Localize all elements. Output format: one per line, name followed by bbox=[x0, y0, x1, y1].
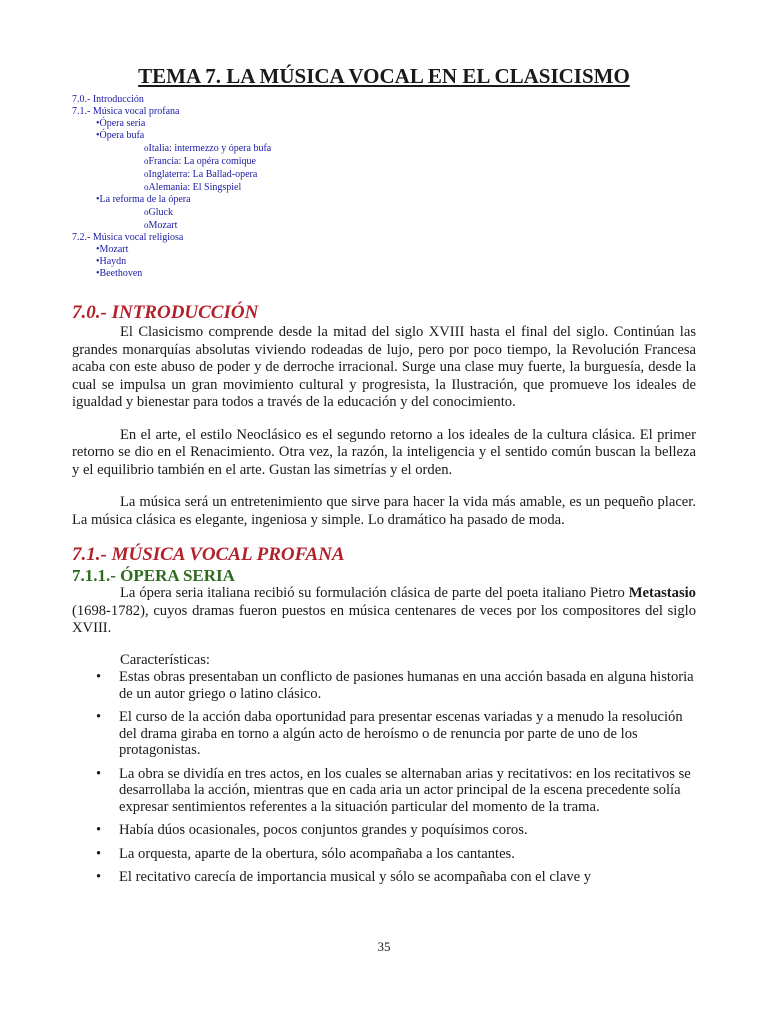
list-item bbox=[72, 766, 696, 816]
page-number: 35 bbox=[377, 939, 391, 954]
toc-item[interactable]: • La reforma de la ópera bbox=[72, 194, 696, 206]
bullet-icon: • bbox=[96, 709, 102, 725]
toc-item[interactable]: • Haydn bbox=[72, 256, 696, 268]
toc-item[interactable]: 7.0.- Introducción bbox=[72, 94, 144, 105]
list-item-text: La orquesta, aparte de la obertura, sólo acompañaba a los cantantes. bbox=[119, 845, 515, 862]
toc-item[interactable]: o Alemania: El Singspiel bbox=[72, 181, 696, 194]
toc-item[interactable]: • Ópera bufa bbox=[72, 130, 696, 142]
bullet-icon: • bbox=[96, 869, 102, 885]
metastasio-name: Metastasio bbox=[628, 585, 696, 601]
bullet-icon: • bbox=[96, 845, 102, 862]
section-heading-musica-vocal-profana: 7.1.- MÚSICA VOCAL PROFANA bbox=[72, 544, 345, 565]
subsection-heading-opera-seria: 7.1.1.- ÓPERA SERIA bbox=[72, 566, 235, 585]
bullet-icon: • bbox=[96, 822, 102, 838]
toc-item[interactable]: o Francia: La opéra comique bbox=[72, 155, 696, 168]
toc-item[interactable]: • Ópera seria bbox=[72, 118, 696, 130]
toc-item[interactable]: • Mozart bbox=[72, 244, 696, 256]
features-label: Características: bbox=[120, 651, 210, 668]
list-item-text: Había dúos ocasionales, pocos conjuntos grandes y poquísimos coros. bbox=[119, 822, 528, 838]
intro-paragraph: La música será un entretenimiento que sirve para hacer la vida más amable, es un pequeño placer. La música clásica es elegante, ingeniosa y simple. Lo dramático ha pasado de moda. bbox=[72, 494, 696, 528]
list-item-text: El curso de la acción daba oportunidad para presentar escenas variadas y a menudo la resolución del drama giraba en torno a algún acto de heroísmo o de renuncia por parte de uno de los protagonistas. bbox=[119, 709, 683, 758]
list-item bbox=[72, 669, 696, 702]
intro-paragraph: El Clasicismo comprende desde la mitad del siglo XVIII hasta el final del siglo. Continúan las grandes monarquías absolutas viviendo rodeadas de lujo, pero por poco tiempo, la Revolución Francesa acaba con este abuso de poder y de derroche irracional. Surge una clase muy fuerte, la burguesía, desde la cual se impulsa un gran movimiento cultural y progresista, la Ilustración, que promueve los ideales de igualdad y bienestar para todos a través de la educación y del conocimiento. bbox=[72, 324, 696, 410]
bullet-icon: • bbox=[96, 765, 102, 782]
opera-seria-paragraph bbox=[72, 585, 696, 638]
toc-item[interactable]: 7.1.- Música vocal profana bbox=[72, 106, 180, 117]
toc-item[interactable]: 7.2.- Música vocal religiosa bbox=[72, 232, 184, 243]
list-item bbox=[72, 709, 696, 759]
toc-item[interactable]: o Italia: intermezzo y ópera bufa bbox=[72, 142, 696, 155]
paragraph-text: (1698-1782), cuyos dramas fueron puestos en música centenares de veces por los compositores del siglo XVIII. bbox=[72, 602, 696, 636]
list-item-text: El recitativo carecía de importancia musical y sólo se acompañaba con el clave y bbox=[119, 869, 592, 885]
page-title: TEMA 7. LA MÚSICA VOCAL EN EL CLASICISMO bbox=[138, 64, 630, 88]
section-heading-introduccion: 7.0.- INTRODUCCIÓN bbox=[72, 302, 259, 323]
bullet-icon: • bbox=[96, 669, 102, 685]
paragraph-text: La ópera seria italiana recibió su formulación clásica de parte del poeta italiano Pietro bbox=[120, 585, 625, 601]
toc-item[interactable]: • Beethoven bbox=[72, 268, 696, 280]
features-list bbox=[72, 669, 696, 886]
list-item-text: La obra se dividía en tres actos, en los cuales se alternaban arias y recitativos: en los recitativos se desarrollaba la acción, mientras que en cada aria un actor principal de la escena precedente solía expresar sentimientos referentes a la situación particular del momento de la trama. bbox=[119, 765, 691, 815]
document-page bbox=[72, 64, 696, 893]
toc-item[interactable]: o Mozart bbox=[72, 219, 696, 232]
toc-item[interactable]: o Inglaterra: La Ballad-opera bbox=[72, 168, 696, 181]
list-item bbox=[72, 822, 696, 839]
table-of-contents bbox=[72, 94, 696, 280]
toc-item[interactable]: o Gluck bbox=[72, 206, 696, 219]
list-item-text: Estas obras presentaban un conflicto de pasiones humanas en una acción basada en alguna historia de un autor griego o latino clásico. bbox=[119, 669, 694, 702]
intro-paragraph: En el arte, el estilo Neoclásico es el segundo retorno a los ideales de la cultura clásica. El primer retorno se dio en el Renacimiento. Otra vez, la razón, la inteligencia y el sentido común buscan la belleza y el equilibrio también en el arte. Gustan las simetrías y el orden. bbox=[72, 426, 696, 478]
list-item bbox=[72, 846, 696, 863]
list-item bbox=[72, 869, 696, 886]
